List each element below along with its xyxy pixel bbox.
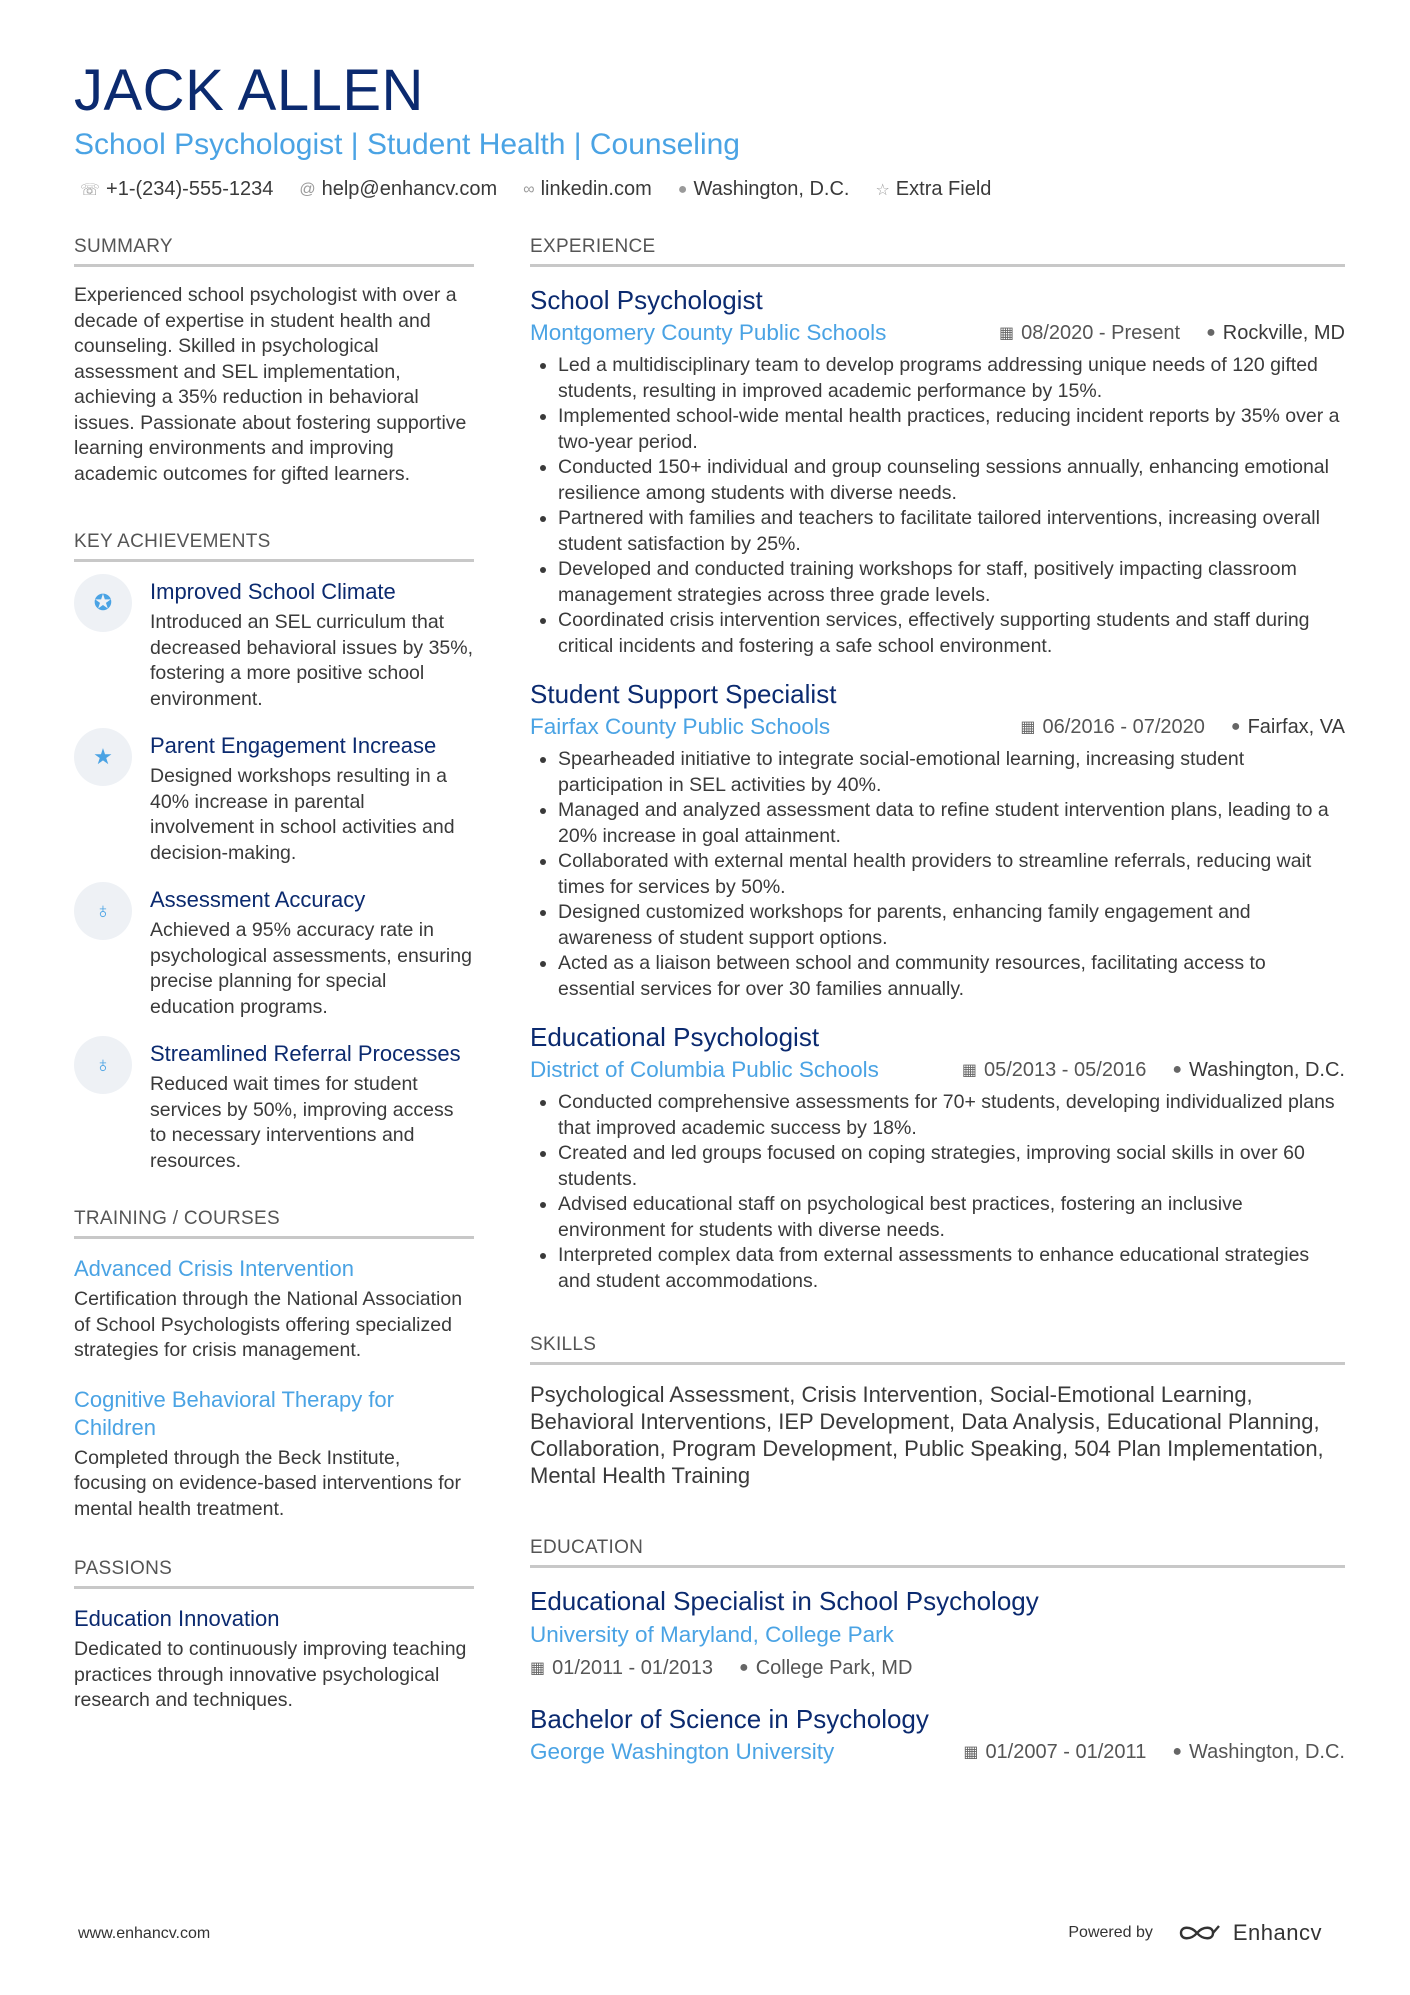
job-title: Student Support Specialist	[530, 679, 837, 709]
job-entry	[530, 677, 1345, 1002]
job-bullet: • Acted as a liaison between school and community resources, facilitating access to essential services for over 30 families annually.	[558, 951, 1345, 1002]
skills-text: Psychological Assessment, Crisis Intervention, Social-Emotional Learning, Behavioral Interventions, IEP Development, Data Analysis, Educational Planning, Collaboration, Program Development, Public Speaking, 504 Plan Implementation, Mental Health Training	[530, 1382, 1324, 1488]
job-bullet: • Spearheaded initiative to integrate social-emotional learning, increasing student participation in SEL activities by 40%.	[558, 747, 1345, 798]
edu-dates: 01/2007 - 01/2011	[985, 1740, 1147, 1763]
achievement-item	[74, 732, 474, 866]
education-heading: EDUCATION	[530, 1537, 1345, 1568]
location-pin-icon: ●	[739, 1659, 749, 1676]
summary-section	[74, 236, 474, 487]
achievement-item	[74, 886, 474, 1020]
job-bullets	[530, 1090, 1345, 1294]
experience-section	[530, 236, 1345, 1294]
job-bullets	[530, 353, 1345, 659]
award-icon: ✪	[74, 574, 132, 632]
job-dates: 06/2016 - 07/2020	[1042, 715, 1205, 738]
calendar-icon: ▦	[1020, 719, 1036, 736]
education-entry	[530, 1702, 1345, 1768]
candidate-name: JACK ALLEN	[74, 58, 424, 123]
calendar-icon: ▦	[530, 1660, 546, 1677]
job-bullet: • Developed and conducted training workshops for staff, positively impacting classroom management strategies across three grade levels.	[558, 557, 1345, 608]
job-title: Educational Psychologist	[530, 1022, 820, 1052]
job-bullets	[530, 747, 1345, 1002]
skills-heading: SKILLS	[530, 1334, 1345, 1365]
footer-website[interactable]: www.enhancv.com	[78, 1925, 211, 1942]
location-pin-icon: ●	[1172, 1743, 1182, 1760]
school-name: University of Maryland, College Park	[530, 1622, 894, 1647]
edu-location: College Park, MD	[755, 1656, 913, 1679]
location-pin-icon: ●	[1172, 1061, 1182, 1078]
contact-extra	[875, 178, 991, 201]
job-entry	[530, 1020, 1345, 1294]
degree-title: Educational Specialist in School Psychology	[530, 1586, 1039, 1616]
star-icon: ★	[74, 728, 132, 786]
edu-dates: 01/2011 - 01/2013	[552, 1656, 714, 1679]
school-name: George Washington University	[530, 1739, 835, 1764]
education-section	[530, 1537, 1345, 1768]
job-bullet: • Conducted comprehensive assessments for 70+ students, developing individualized plans that improved academic success by 18%.	[558, 1090, 1345, 1141]
star-icon: ☆	[875, 181, 890, 199]
job-bullet: • Led a multidisciplinary team to develop programs addressing unique needs of 120 gifted students, resulting in improved academic performance by 15%.	[558, 353, 1345, 404]
phone-icon: ☏	[80, 181, 101, 199]
location-pin-icon: ●	[1230, 718, 1241, 735]
achievement-item	[74, 1040, 474, 1174]
summary-heading: SUMMARY	[74, 236, 474, 267]
contact-location-text: Washington, D.C.	[693, 178, 850, 200]
enhancv-logo[interactable]	[1177, 1920, 1322, 1946]
job-dates: 08/2020 - Present	[1021, 321, 1181, 344]
link-icon: ∞	[523, 180, 535, 198]
location-pin-icon: ●	[1206, 324, 1216, 341]
edu-location: Washington, D.C.	[1189, 1740, 1345, 1763]
course-desc: Completed through the Beck Institute, focusing on evidence-based interventions for mental health treatment.	[74, 1446, 461, 1520]
job-bullet: • Implemented school-wide mental health practices, reducing incident reports by 35% over a two-year period.	[558, 404, 1345, 455]
achievement-item	[74, 578, 474, 712]
achievements-section	[74, 531, 474, 1174]
job-bullet: • Conducted 150+ individual and group counseling sessions annually, enhancing emotional resilience among students with diverse needs.	[558, 455, 1345, 506]
passions-heading: PASSIONS	[74, 1558, 474, 1589]
job-bullet: • Partnered with families and teachers to facilitate tailored interventions, increasing overall student satisfaction by 25%.	[558, 506, 1345, 557]
job-bullet: • Advised educational staff on psychological best practices, fostering an inclusive environment for students with diverse needs.	[558, 1192, 1345, 1243]
job-bullet: • Interpreted complex data from external assessments to enhance educational strategies and student accommodations.	[558, 1243, 1345, 1294]
contact-email[interactable]	[299, 178, 497, 201]
enhancv-logo-icon	[1177, 1922, 1223, 1944]
contact-email-text: help@enhancv.com	[321, 178, 498, 200]
contact-bar	[80, 178, 991, 201]
job-bullet: • Coordinated crisis intervention services, effectively supporting students and staff during critical incidents and fostering a safe school environment.	[558, 608, 1345, 659]
calendar-icon: ▦	[998, 325, 1015, 342]
passions-section	[74, 1558, 474, 1714]
lightbulb-icon: ♁	[74, 1036, 132, 1094]
job-bullet: • Created and led groups focused on coping strategies, improving social skills in over 60 students.	[558, 1141, 1345, 1192]
job-location: Rockville, MD	[1222, 321, 1345, 344]
location-pin-icon: ●	[677, 180, 688, 198]
brand-name: Enhancv	[1232, 1920, 1322, 1945]
summary-text: Experienced school psychologist with over a decade of expertise in student health and counseling. Skilled in psychological assessment and SEL implementation, achieving a 35% reduction in behavioral issues. Passionate about fostering supportive learning environments and improving academic outcomes for gifted learners.	[74, 284, 467, 485]
footer-branding	[1068, 1920, 1322, 1946]
course-desc: Certification through the National Association of School Psychologists offering specialized strategies for crisis management.	[74, 1288, 463, 1361]
experience-heading: EXPERIENCE	[530, 236, 1345, 267]
contact-linkedin[interactable]	[523, 178, 652, 201]
course-title: Advanced Crisis Intervention	[74, 1256, 355, 1281]
job-bullet: • Managed and analyzed assessment data to refine student intervention plans, leading to a 20% increase in goal attainment.	[558, 798, 1345, 849]
lightbulb-icon: ♁	[74, 882, 132, 940]
achievement-desc: Reduced wait times for student services by 50%, improving access to necessary interventions and resources.	[150, 1073, 454, 1172]
job-company: District of Columbia Public Schools	[530, 1057, 879, 1082]
job-bullet: • Collaborated with external mental health providers to streamline referrals, reducing wait times for services by 50%.	[558, 849, 1345, 900]
job-company: Montgomery County Public Schools	[530, 320, 887, 345]
course-item	[74, 1386, 474, 1523]
job-location: Fairfax, VA	[1247, 715, 1345, 738]
training-heading: TRAINING / COURSES	[74, 1208, 474, 1239]
contact-phone[interactable]	[80, 178, 273, 201]
job-title: School Psychologist	[530, 285, 763, 315]
achievement-title: Streamlined Referral Processes	[150, 1041, 461, 1066]
passion-desc: Dedicated to continuously improving teaching practices through innovative psychological research and techniques.	[74, 1638, 467, 1711]
job-bullet: • Designed customized workshops for parents, enhancing family engagement and awareness of student support options.	[558, 900, 1345, 951]
contact-linkedin-text: linkedin.com	[540, 178, 652, 200]
headline: School Psychologist | Student Health | Counseling	[74, 128, 740, 161]
calendar-icon: ▦	[963, 1744, 979, 1761]
contact-location	[678, 178, 850, 201]
at-icon: @	[299, 180, 316, 198]
passion-title: Education Innovation	[74, 1606, 280, 1631]
achievement-desc: Achieved a 95% accuracy rate in psychological assessments, ensuring precise planning for special education programs.	[150, 919, 472, 1018]
skills-section	[530, 1334, 1345, 1489]
achievements-heading: KEY ACHIEVEMENTS	[74, 531, 474, 562]
achievement-title: Assessment Accuracy	[150, 887, 366, 912]
achievement-desc: Designed workshops resulting in a 40% increase in parental involvement in school activities and decision-making.	[150, 765, 455, 864]
job-dates: 05/2013 - 05/2016	[983, 1058, 1147, 1081]
calendar-icon: ▦	[961, 1062, 977, 1079]
job-company: Fairfax County Public Schools	[530, 714, 831, 739]
powered-by-label: Powered by	[1068, 1924, 1153, 1941]
achievement-title: Improved School Climate	[150, 579, 396, 604]
training-section	[74, 1208, 474, 1522]
contact-extra-text: Extra Field	[895, 178, 992, 200]
education-entry	[530, 1584, 1345, 1684]
passion-item	[74, 1605, 474, 1714]
achievement-desc: Introduced an SEL curriculum that decreased behavioral issues by 35%, fostering a more positive school environment.	[150, 611, 474, 710]
course-item	[74, 1255, 474, 1364]
contact-phone-text: +1-(234)-555-1234	[106, 178, 274, 200]
course-title: Cognitive Behavioral Therapy for Children	[74, 1386, 394, 1440]
job-location: Washington, D.C.	[1189, 1058, 1345, 1081]
degree-title: Bachelor of Science in Psychology	[530, 1704, 929, 1734]
job-entry	[530, 283, 1345, 659]
right-column	[530, 236, 1345, 1786]
left-column	[74, 236, 474, 1736]
achievement-title: Parent Engagement Increase	[150, 733, 437, 758]
